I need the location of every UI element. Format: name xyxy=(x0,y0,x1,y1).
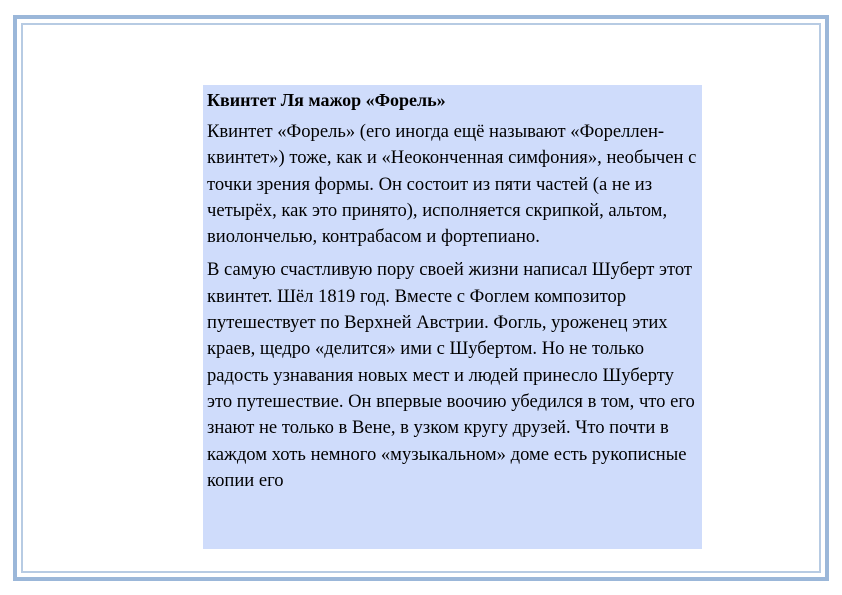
paragraph-1: Квинтет «Форель» (его иногда ещё называют «Фореллен-квинтет») тоже, как и «Неоконченная симфония», необычен с точки зрения формы. Он состоит из пяти частей (а не из четырёх, как это принято), исполняется скрипкой, альтом, виолончелью, контрабасом и фортепиано. xyxy=(207,121,697,248)
document-title: Квинтет Ля мажор «Форель» xyxy=(207,90,446,110)
text-box xyxy=(203,85,702,549)
paragraph-2: В самую счастливую пору своей жизни написал Шуберт этот квинтет. Шёл 1819 год. Вместе с Фоглем композитор путешествует по Верхней Австрии. Фогль, уроженец этих краев, щедро «делится» ими с Шубертом. Но не только радость узнавания новых мест и людей принесло Шуберту это путешествие. Он впервые воочию убедился в том, что его знают не только в Вене, в узком кругу друзей. Что почти в каждом хоть немного «музыкальном» доме есть рукописные копии его xyxy=(207,259,695,491)
